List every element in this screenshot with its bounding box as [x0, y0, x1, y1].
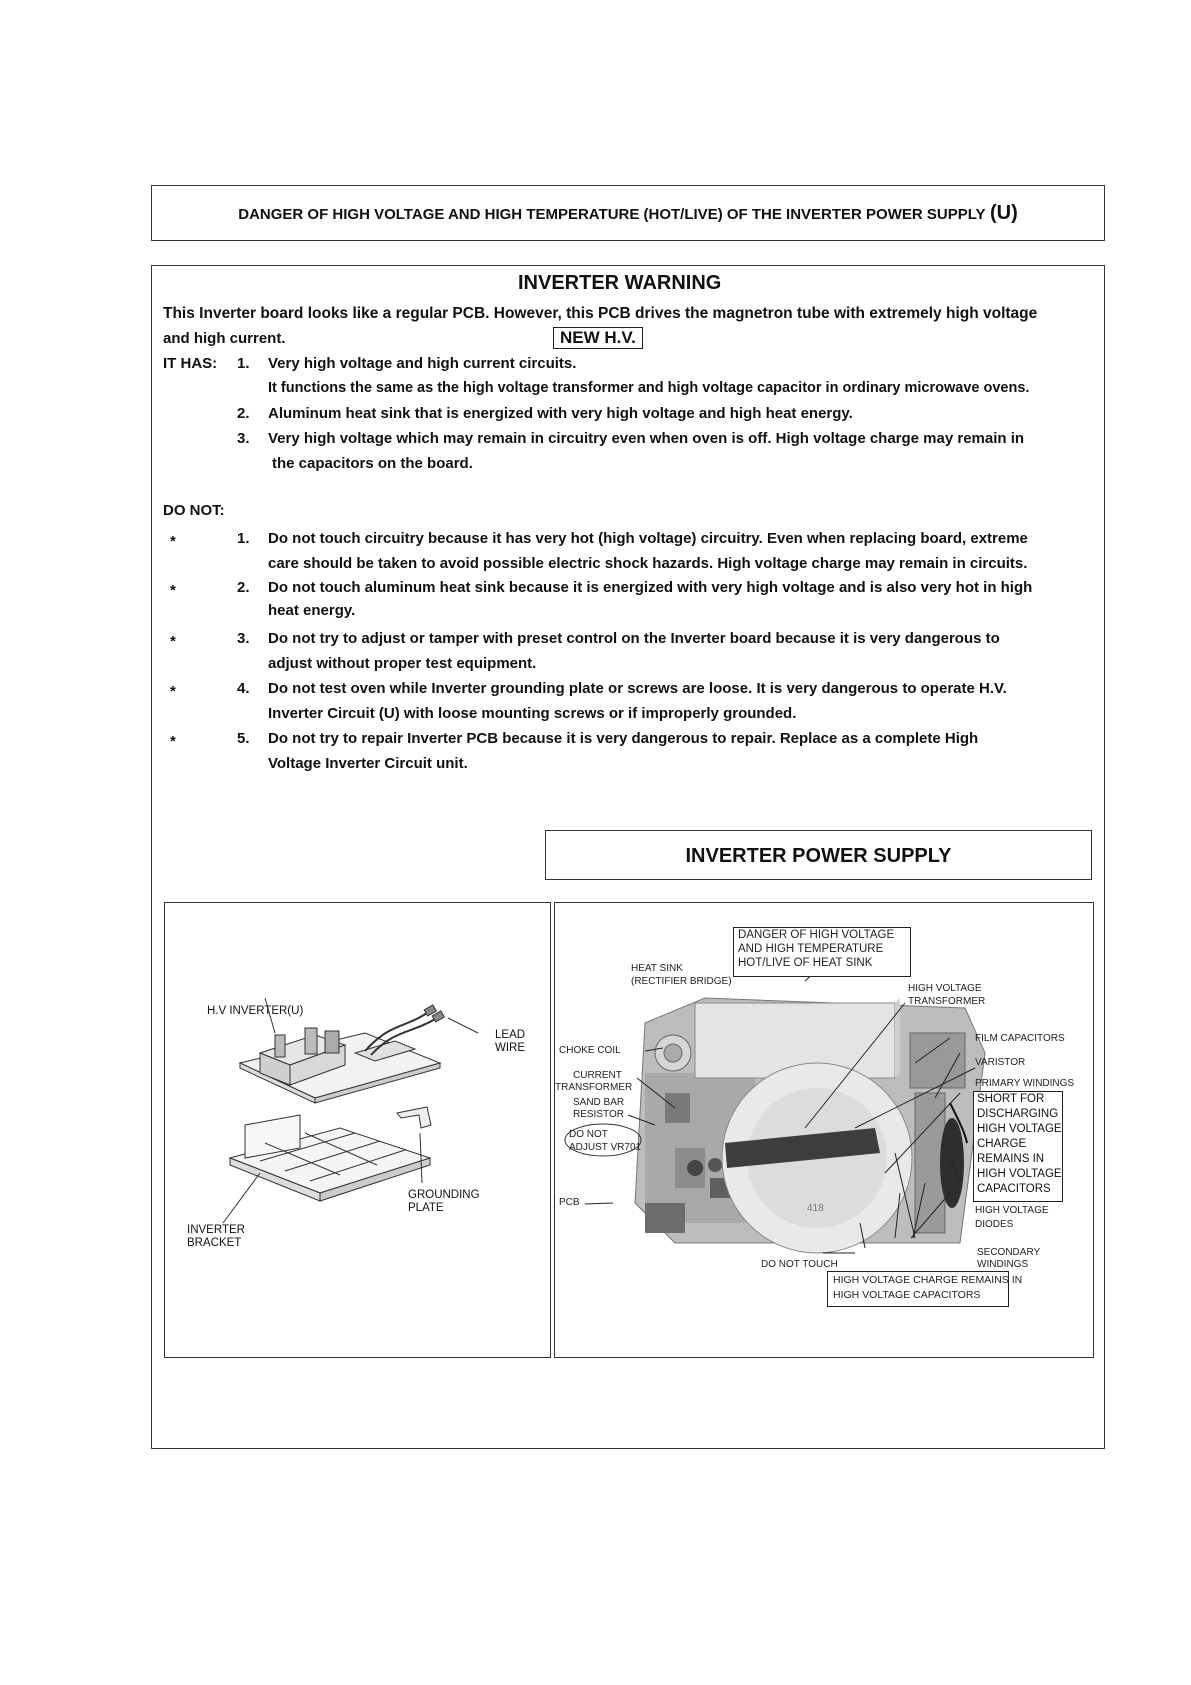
left-figure [164, 902, 551, 1358]
do-not-star-5: * [170, 733, 176, 750]
do-not-num-4: 4. [237, 680, 250, 697]
short-for-line-5: REMAINS IN [977, 1153, 1045, 1165]
do-not-num-2: 2. [237, 579, 250, 596]
short-for-line-6: HIGH VOLTAGE [977, 1168, 1062, 1180]
hv-transformer-label-2: TRANSFORMER [908, 996, 986, 1007]
do-not-5-line-2: Voltage Inverter Circuit unit. [268, 755, 468, 772]
it-has-1-line-1: Very high voltage and high current circuits. [268, 355, 577, 372]
grounding-label-1: GROUNDING [408, 1189, 480, 1201]
it-has-1-line-2: It functions the same as the high voltage transformer and high voltage capacitor in ordinary microwave ovens. [268, 380, 1030, 396]
hv-charge-line-1: HIGH VOLTAGE CHARGE REMAINS IN [833, 1274, 1023, 1286]
lead-wire-label-2: WIRE [495, 1042, 526, 1054]
danger-line-2: AND HIGH TEMPERATURE [738, 943, 884, 955]
secondary-windings-label-2: WINDINGS [977, 1259, 1029, 1270]
do-not-4-line-1: Do not test oven while Inverter grounding plate or screws are loose. It is very dangerous to operate H.V. [268, 680, 1007, 697]
sand-bar-label-2: RESISTOR [573, 1109, 624, 1120]
header-text-wrap [152, 202, 1104, 225]
do-not-adjust-label-2: ADJUST VR701 [569, 1142, 642, 1153]
intro-line-2: and high current. [163, 330, 286, 347]
film-capacitors-label: FILM CAPACITORS [975, 1033, 1065, 1044]
new-hv-label: NEW H.V. [553, 327, 643, 349]
hv-charge-line-2: HIGH VOLTAGE CAPACITORS [833, 1289, 981, 1301]
hv-diodes-label-2: DIODES [975, 1219, 1014, 1230]
do-not-4-line-2: Inverter Circuit (U) with loose mounting screws or if improperly grounded. [268, 705, 797, 722]
secondary-windings-label-1: SECONDARY [977, 1247, 1041, 1258]
it-has-num-2: 2. [237, 405, 250, 422]
pcb-label: PCB [559, 1197, 580, 1208]
warning-title: INVERTER WARNING [518, 272, 722, 294]
do-not-3-line-2: adjust without proper test equipment. [268, 655, 537, 672]
header-banner [151, 185, 1105, 241]
do-not-label: DO NOT: [163, 502, 225, 519]
bracket-label-2: BRACKET [187, 1237, 242, 1249]
do-not-star-1: * [170, 533, 176, 550]
it-has-3-line-1: Very high voltage which may remain in circuitry even when oven is off. High voltage charge may remain in [268, 430, 1025, 447]
it-has-2-line-1: Aluminum heat sink that is energized with very high voltage and high heat energy. [268, 405, 853, 422]
do-not-2-line-1: Do not touch aluminum heat sink because it is energized with very high voltage and is also very hot in high [268, 579, 1033, 596]
do-not-num-5: 5. [237, 730, 250, 747]
do-not-3-line-1: Do not try to adjust or tamper with preset control on the Inverter board because it is very dangerous to [268, 630, 1000, 647]
it-has-num-1: 1. [237, 355, 250, 372]
short-for-line-1: SHORT FOR [977, 1093, 1045, 1105]
power-supply-title-box [545, 830, 1092, 880]
short-for-line-2: DISCHARGING [977, 1108, 1059, 1120]
do-not-adjust-label-1: DO NOT [569, 1129, 608, 1140]
do-not-star-2: * [170, 582, 176, 599]
danger-line-3: HOT/LIVE OF HEAT SINK [738, 957, 873, 969]
do-not-1-line-2: care should be taken to avoid possible electric shock hazards. High voltage charge may remain in circuits. [268, 555, 1028, 572]
short-for-line-7: CAPACITORS [977, 1183, 1051, 1195]
header-suffix: (U) [989, 202, 1018, 224]
transformer-stamp: 418 [807, 1203, 824, 1214]
do-not-star-4: * [170, 683, 176, 700]
heat-sink-label-1: HEAT SINK [631, 963, 683, 974]
do-not-2-line-2: heat energy. [268, 602, 356, 619]
do-not-num-3: 3. [237, 630, 250, 647]
header-text: DANGER OF HIGH VOLTAGE AND HIGH TEMPERATURE (HOT/LIVE) OF THE INVERTER POWER SUPPLY [238, 206, 986, 223]
do-not-star-3: * [170, 633, 176, 650]
do-not-5-line-1: Do not try to repair Inverter PCB because it is very dangerous to repair. Replace as a complete High [268, 730, 979, 747]
bracket-label-1: INVERTER [187, 1224, 245, 1236]
lead-wire-label-1: LEAD [495, 1029, 526, 1041]
short-for-line-4: CHARGE [977, 1138, 1027, 1150]
choke-coil-label: CHOKE COIL [559, 1045, 621, 1056]
do-not-1-line-1: Do not touch circuitry because it has very hot (high voltage) circuitry. Even when replacing board, extreme [268, 530, 1028, 547]
danger-line-1: DANGER OF HIGH VOLTAGE [738, 929, 895, 941]
current-transformer-label-1: CURRENT [573, 1070, 622, 1081]
sand-bar-label-1: SAND BAR [573, 1097, 625, 1108]
it-has-3-line-2: the capacitors on the board. [272, 455, 473, 472]
it-has-label: IT HAS: [163, 355, 218, 372]
do-not-touch-label: DO NOT TOUCH [761, 1259, 838, 1270]
inverter-assembly-drawing [165, 903, 550, 1357]
primary-windings-label: PRIMARY WINDINGS [975, 1078, 1075, 1089]
do-not-num-1: 1. [237, 530, 250, 547]
hv-transformer-label-1: HIGH VOLTAGE [908, 983, 982, 994]
heat-sink-label-2: (RECTIFIER BRIDGE) [631, 976, 732, 987]
it-has-num-3: 3. [237, 430, 250, 447]
varistor-label: VARISTOR [975, 1057, 1026, 1068]
grounding-label-2: PLATE [408, 1202, 444, 1214]
power-supply-title: INVERTER POWER SUPPLY [685, 845, 952, 867]
current-transformer-label-2: TRANSFORMER [555, 1082, 633, 1093]
hv-inverter-label: H.V INVERTER(U) [207, 1005, 304, 1017]
intro-line-1: This Inverter board looks like a regular PCB. However, this PCB drives the magnetron tube with extremely high voltage [163, 305, 1038, 322]
right-figure [554, 902, 1094, 1358]
short-for-line-3: HIGH VOLTAGE [977, 1123, 1062, 1135]
hv-diodes-label-1: HIGH VOLTAGE [975, 1205, 1049, 1216]
